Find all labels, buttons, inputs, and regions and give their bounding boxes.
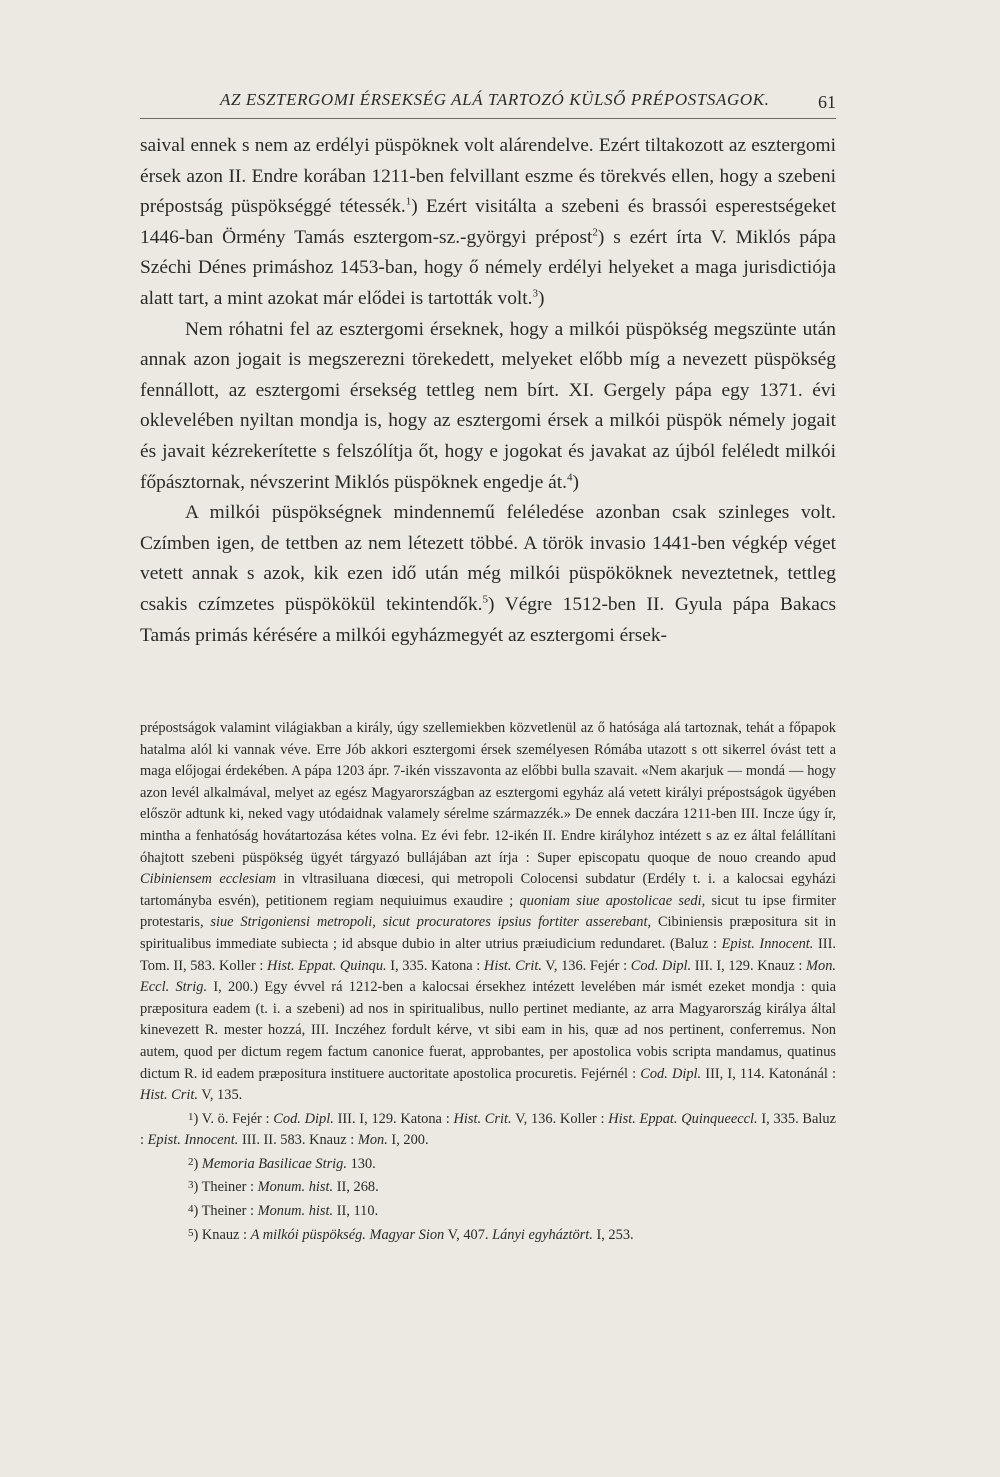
italic-run: Hist. Eppat. Quinqu. (267, 957, 387, 974)
text-run: II, 110. (333, 1203, 379, 1220)
text-run: ) Knauz : (193, 1226, 251, 1243)
italic-run: Epist. Innocent. (721, 935, 814, 952)
text-run: III. Tom. II, 583. Koller : (140, 935, 836, 974)
italic-run: Hist. Crit. (483, 957, 542, 974)
italic-run: Lányi egyháztört. (492, 1226, 593, 1243)
paragraph-1 (140, 131, 836, 315)
italic-run: Mon. Eccl. Strig. (140, 957, 836, 996)
text-run: I, 253. (592, 1226, 634, 1243)
running-title: AZ ESZTERGOMI ÉRSEKSÉG ALÁ TARTOZÓ KÜLSŐ PRÉPOSTSAGOK. (220, 90, 770, 109)
text-run: sicut tu ipse firmiter protestaris, (140, 892, 837, 931)
italic-run: Monum. hist. (257, 1179, 334, 1196)
text-run: III. I, 129. Knauz : (691, 957, 807, 974)
text-run: V, 136. Koller : (511, 1110, 609, 1127)
text-run: ) Theiner : (193, 1203, 258, 1220)
text-run: 130. (346, 1155, 376, 1172)
footnote-number: 5 (188, 1226, 194, 1239)
text-run: ) (538, 287, 545, 309)
text-run: ) V. ö. Fejér : (193, 1110, 274, 1127)
footnote-ref-1: 1 (405, 195, 412, 208)
italic-run: Memoria Basilicae Strig. (201, 1155, 347, 1172)
italic-run: Mon. (357, 1132, 388, 1149)
footnote-5 (140, 1223, 836, 1247)
footnote-number: 1 (188, 1110, 194, 1123)
text-run: ) Theiner : (193, 1179, 258, 1196)
footnote-number: 3 (188, 1179, 194, 1192)
italic-run: Cod. Dipl. (640, 1065, 702, 1082)
main-text (140, 131, 836, 651)
text-run: V, 407. (444, 1226, 493, 1243)
paragraph-2 (140, 315, 836, 499)
footnote-1 (140, 1107, 836, 1152)
italic-run: Epist. Innocent. (147, 1132, 239, 1149)
text-run: saival ennek s nem az erdélyi püspöknek volt alárendelve. Ezért tiltakozott az esztergomi érsek azon II. Endre korában 1211-ben felvillant eszme és törekvés ellen, hogy a szebeni prépostság püspökséggé tétessék. (140, 135, 836, 218)
text-run: III, I, 114. Katonánál : (701, 1065, 836, 1082)
running-head (140, 88, 836, 119)
footnote-4 (140, 1199, 836, 1223)
italic-run: Hist. Crit. (140, 1087, 198, 1104)
italic-run: Cod. Dipl. (273, 1110, 334, 1127)
italic-run: Hist. Crit. (453, 1110, 512, 1127)
text-run: A milkói püspökségnek mindennemű feléledése azonban csak szinleges volt. Czímben igen, de tettben az nem létezett többé. A török invasio 1441-ben végkép véget vetett annak s azok, kik ezen idő után még milkói püspököknek neveztetnek, tettleg csakis czímzetes püspökökül tekintendők. (140, 502, 836, 615)
italic-run: quoniam siue apostolicae sedi, (519, 892, 706, 909)
italic-run: siue Strigoniensi metropoli, sicut procuratores ipsius fortiter asserebant, (210, 914, 652, 931)
text-run: ) (572, 471, 579, 493)
page-number: 61 (818, 92, 836, 112)
italic-run: Cod. Dipl. (630, 957, 692, 974)
text-run: in vltrasiluana diœcesi, qui metropoli Colocensi subdatur (Erdély t. i. a kalocsai egyházi tartományba esvén), petitionem regiam nequiuimus exaudire ; (140, 871, 836, 909)
footnote-continuation (140, 718, 836, 1107)
text-run: Cibiniensis præpositura sit in spiritualibus immediate subiecta ; id absque dubio in alter utrius præiudicium redundaret. (Baluz : (140, 914, 836, 952)
text-run: ) Ezért visitálta a szebeni és brassói esperestségeket 1446-ban Örmény Tamás esztergom-sz.-györgyi prépost (140, 196, 836, 248)
text-run: prépostságok valamint világiakban a király, úgy szellemiekben közvetlenül az ő hatósága alá tartoznak, tehát a főpapok hatalma alól ki vannak véve. Erre Jób akkori esztergomi érsek személyesen Rómába utazott s ott sikerrel óvást tett a maga előjogai érdekében. A pápa 1203 ápr. 7-ikén visszavonta az előbbi bulla szavait. «Nem akarjuk — mondá — hogy azon levél alkalmával, melyet az egész Magyarországban az esztergomi egyház alá vetett királyi prépostságok ügyében először adtunk ki, neked vagy utódaidnak valamely sérelme származzék.» De ennek daczára 1211-ben III. Incze úgy ír, mintha a fenhatóság hovátartozása kétes volna. Ez évi febr. 12-ikén II. Endre királyhoz intézett s az ez által felállítani óhajtott szebeni püspökség ügyét tárgyazó bullájában azt írja : Super episcopatu quoque de nouo creando apud (140, 720, 836, 866)
text-run: ) s ezért írta V. Miklós pápa Széchi Dénes primáshoz 1453-ban, hogy ő némely erdélyi helyeket a maga jurisdictiója alatt tart, a mint azokat már elődei is tartották volt. (140, 226, 836, 309)
italic-run: A milkói püspökség. Magyar Sion (250, 1226, 445, 1243)
text-run: V, 136. Fejér : (541, 957, 631, 974)
text-run: I, 200. (387, 1132, 429, 1149)
italic-run: Hist. Eppat. Quinqueeccl. (608, 1110, 758, 1127)
text-run: Nem róhatni fel az esztergomi érseknek, hogy a milkói püspökség megszünte után annak azon jogait is megszerezni törekedett, melyeket előbb míg a nevezett püspökség fennállott, az esztergomi érsekség tettleg nem bírt. XI. Gergely pápa egy 1371. évi oklevelében nyiltan mondja is, hogy az esztergomi érsek a milkói püspök némely jogait és javait kézrekerítette s felszólítja őt, hogy e jogokat és javakat az újból feléledt milkói főpásztornak, névszerint Miklós püspöknek engedje át. (140, 318, 836, 493)
text-run: III. I, 129. Katona : (333, 1110, 454, 1127)
footnote-3 (140, 1175, 836, 1199)
footnote-ref-3: 3 (532, 287, 539, 300)
paragraph-3 (140, 498, 836, 651)
italic-run: Monum. hist. (257, 1203, 334, 1220)
text-run: ) Végre 1512-ben II. Gyula pápa Bakacs Tamás primás kérésére a milkói egyházmegyét az esztergomi érsek- (140, 593, 837, 646)
text-run: I, 335. Katona : (386, 957, 484, 974)
footnote-2 (140, 1152, 836, 1176)
italic-run: Cibiniensem ecclesiam (140, 871, 277, 888)
footnote-number: 4 (188, 1203, 194, 1216)
footnotes (140, 718, 836, 1246)
text-run: II, 268. (333, 1179, 379, 1196)
text-run: I, 200.) Egy évvel rá 1212-ben a kalocsai érsekhez intézett levelében már ismét ezeket mondja : quia præpositura eadem (t. i. a szebeni) ad nos in spiritualibus, nullo pertinet mediante, az arra Magyarország királya által kinevezett R. mester hozzá, III. Inczéhez fordult kérve, vt sibi eam in his, quæ ad nos pertinent, conferremus. Non autem, quod per dictum regem factum canonice fuerat, approbantes, per apostolica vobis scripta mandamus, quatinus dictum R. id eadem præpositura instituere auctoritate apostolica procuretis. Fejérnél : (140, 979, 837, 1082)
text-run: I, 335. Baluz : (140, 1110, 836, 1149)
footnote-ref-4: 4 (567, 471, 573, 484)
text-run: III. II. 583. Knauz : (238, 1132, 358, 1149)
footnote-number: 2 (188, 1155, 194, 1168)
footnote-ref-2: 2 (592, 226, 598, 239)
text-run: ) (193, 1155, 202, 1172)
footnote-ref-5: 5 (482, 593, 488, 606)
text-run: V, 135. (197, 1087, 243, 1104)
